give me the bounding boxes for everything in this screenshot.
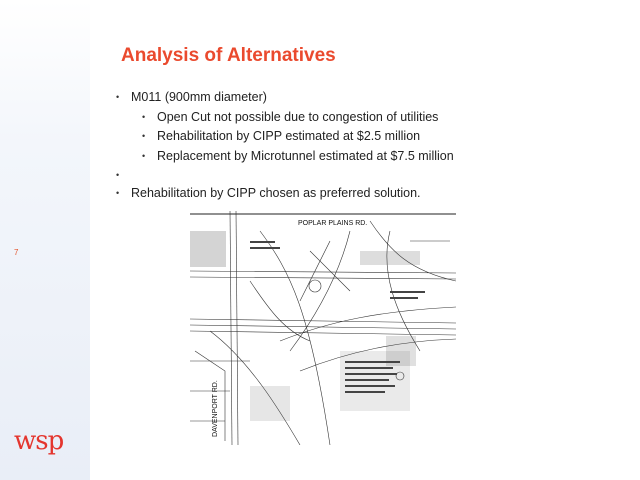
- spacer: [116, 166, 454, 184]
- wsp-logo: wsp: [14, 426, 64, 456]
- sidebar-band: [0, 0, 90, 480]
- slide-title: Analysis of Alternatives: [121, 45, 336, 66]
- bullet-list: [116, 88, 454, 204]
- page-number: 7: [14, 248, 19, 257]
- bullet-preferred-solution: • Rehabilitation by CIPP chosen as preferred solution.: [116, 184, 454, 204]
- sub-bullet-open-cut: • Open Cut not possible due to congestion of utilities: [142, 108, 454, 128]
- sub-bullet-cipp-cost: • Rehabilitation by CIPP estimated at $2.5 million: [142, 127, 454, 147]
- sub-bullet-microtunnel-cost: • Replacement by Microtunnel estimated at $7.5 million: [142, 147, 454, 167]
- bullet-m011: [116, 88, 454, 166]
- street-label-davenport: DAVENPORT RD.: [212, 380, 219, 437]
- street-label-poplar: POPLAR PLAINS RD.: [298, 220, 368, 227]
- sub-bullet-list: [131, 108, 454, 167]
- bullet-m011-text: M011 (900mm diameter): [131, 90, 267, 104]
- engineering-drawing: [190, 211, 456, 445]
